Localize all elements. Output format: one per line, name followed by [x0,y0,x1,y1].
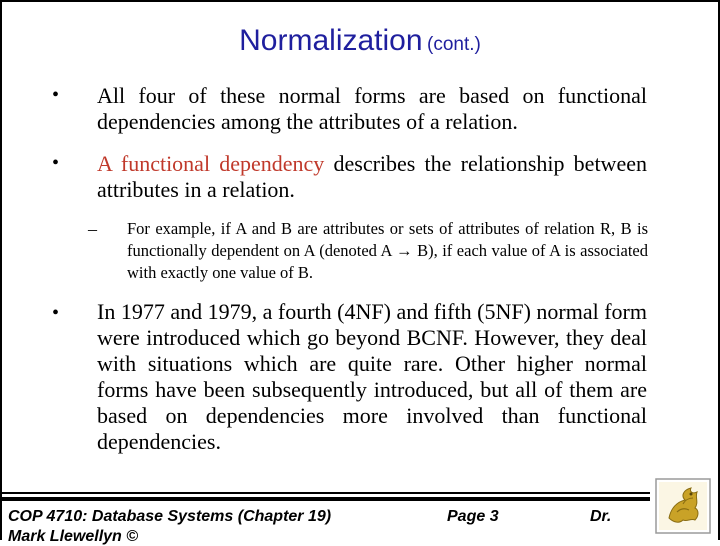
footer-course: COP 4710: Database Systems (Chapter 19) [8,508,332,525]
footer-divider-thin [2,492,650,494]
sub-bullet-symbol: – [88,219,97,239]
bullet-2-paragraph [97,151,647,203]
bullet-1-symbol: • [52,84,60,106]
bullet-3-symbol: • [52,302,60,324]
slide-title [0,24,720,58]
title-sub: (cont.) [427,34,481,55]
slide-border-top [0,0,720,2]
pegasus-logo-icon [655,478,711,534]
sub-bullet-text: For example, if A and B are attributes or sets of attributes of relation R, B is functionally dependent on A (denoted A → B), if each value of A is associated with exactly one value of B. [127,219,648,282]
bullet-2-symbol: • [52,152,60,174]
bullet-2-text: describes the relationship between attributes in a relation. [97,151,647,202]
bullet-3-text: In 1977 and 1979, a fourth (4NF) and fifth (5NF) normal form were introduced which go beyond BCNF. However, they deal with situations which are quite rare. Other higher normal forms have been subsequently introduced, but all of them are based on dependencies more involved than functional dependencies. [97,299,647,454]
bullet-2-highlight: A functional dependency [97,151,325,176]
footer-author: Mark Llewellyn © [8,528,139,545]
footer-dr: Dr. [590,508,612,525]
slide-border-left [0,0,2,540]
footer-divider-thick [2,497,650,501]
footer-page-number: Page 3 [447,508,499,525]
bullet-1-text: All four of these normal forms are based on functional dependencies among the attributes of a relation. [97,83,647,134]
title-main: Normalization [239,24,423,57]
